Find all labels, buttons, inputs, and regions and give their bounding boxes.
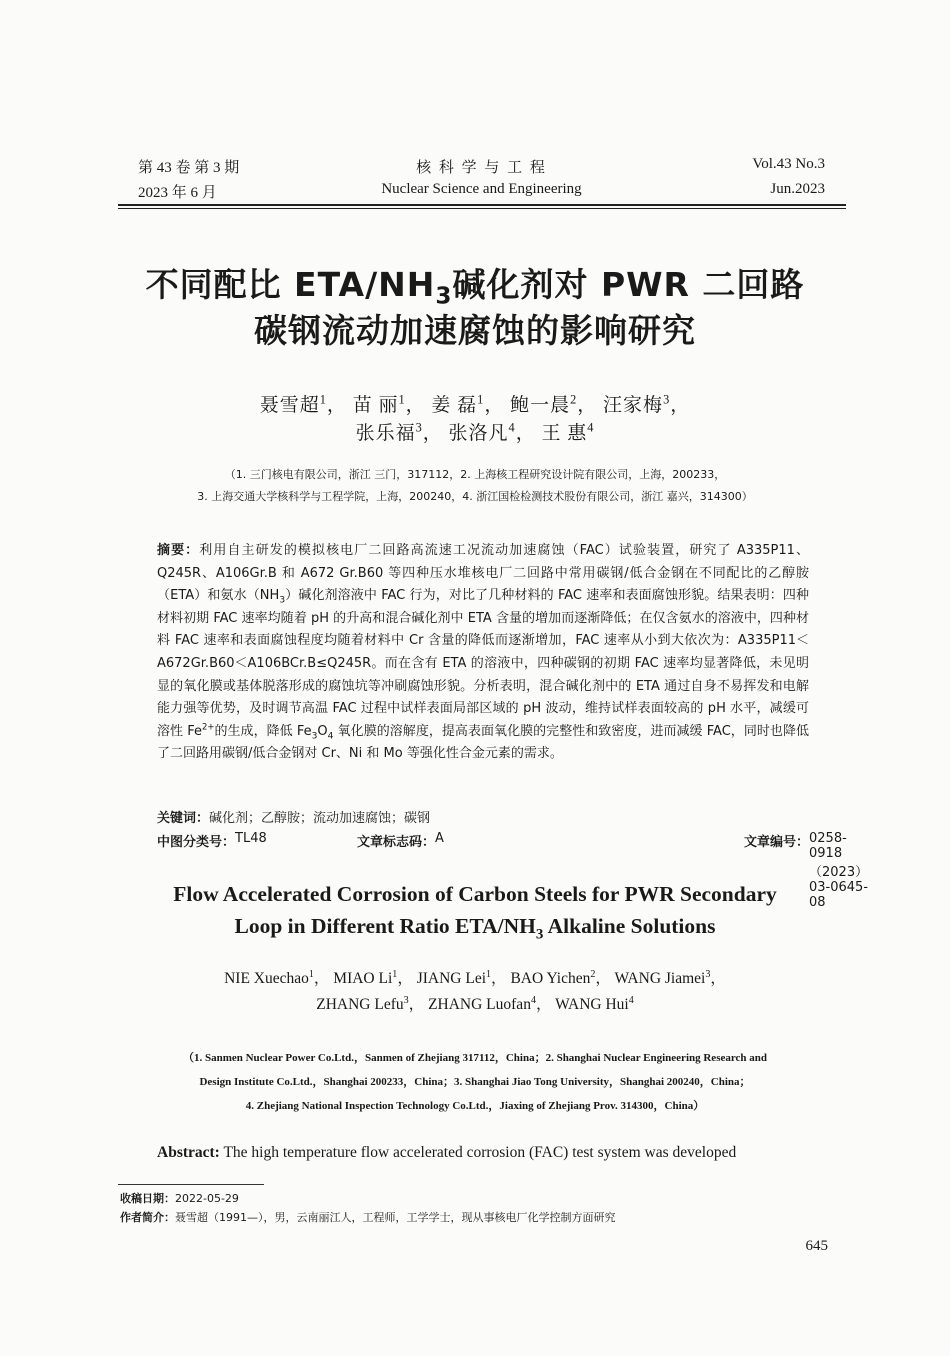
author-en: JIANG Lei$^1$ [416, 968, 492, 987]
header-volume-cn: 第 43 卷 第 3 期 [138, 160, 240, 176]
page-number: 645 [805, 1238, 828, 1254]
article-id: 文章编号： 0258-0918（2023）03-0645-08 [743, 831, 869, 910]
author-cn: 汪家梅$^3$ [603, 392, 671, 416]
affiliations-cn: （1. 三门核电有限公司，浙江 三门，317112，2. 上海核工程研究设计院有限公司，上海，200233， 3. 上海交通大学核科学与工程学院，上海，200240，4. 浙江国检检测技术股份有限公司，浙江 嘉兴，314300） [197, 468, 753, 503]
footnote-rule [118, 1184, 264, 1185]
author-en: MIAO Li$^1$ [333, 968, 398, 987]
header-rule-thick [118, 204, 846, 206]
author-en: WANG Hui$^4$ [555, 994, 634, 1013]
keywords-cn: 关键词：碱化剂；乙醇胺；流动加速腐蚀；碳钢 [157, 811, 431, 826]
author-cn: 张洛凡$^4$ [448, 420, 516, 444]
affiliations-en: （1. Sanmen Nuclear Power Co.Ltd.，Sanmen of Zhejiang 317112，China；2. Shanghai Nuclear Engineering Research and Design Institute Co.Ltd.，Shanghai 200233，China；3. Shanghai Jiao Tong University，Shanghai 200240，China； 4. Zhejiang National Inspection Technology Co.Ltd.，Jiaxing of Zhejiang Prov. 314300，China） [182, 1052, 768, 1112]
header-date-cn: 2023 年 6 月 [138, 185, 217, 201]
abstract-en-label: Abstract: [157, 1144, 220, 1161]
abstract-en: Abstract: The high temperature flow accelerated corrosion (FAC) test system was developed [157, 1144, 737, 1161]
header-rule-thin [118, 208, 846, 209]
header-volume-en: Vol.43 No.3 [752, 156, 825, 172]
authors-cn: 聂雪超$^1$， 苗 丽$^1$， 姜 磊$^1$， 鲍一晨$^2$， 汪家梅$^3$， 张乐福$^3$， 张洛凡$^4$， 王 惠$^4$ [259, 392, 691, 444]
header-journal-en: Nuclear Science and Engineering [381, 181, 582, 197]
author-en: ZHANG Luofan$^4$ [428, 994, 536, 1013]
header-date-en: Jun.2023 [770, 181, 825, 197]
footnote-author-bio: 作者简介：聂雪超（1991—），男，云南丽江人，工程师，工学学士，现从事核电厂化学控制方面研究 [120, 1211, 616, 1224]
title-en: Flow Accelerated Corrosion of Carbon Steels for PWR Secondary Loop in Different Ratio ETA/$NH_3$ Alkaline Solutions [173, 882, 777, 943]
author-cn: 聂雪超$^1$ [259, 392, 327, 416]
header-journal-cn: 核 科 学 与 工 程 [416, 160, 547, 176]
abstract-cn-label: 摘要： [157, 543, 200, 558]
abstract-cn: 摘要：利用自主研发的模拟核电厂二回路高流速工况流动加速腐蚀（FAC）试验装置，研究了 A335P11、Q245R、A106Gr.B 和 A672 Gr.B60 等四种压水堆核电厂二回路中常用碳钢/低合金钢在不同配比的乙醇胺（ETA）和氨水$(NH_3)$碱化剂溶液中 FAC 行为，对比了几种材料的 FAC 速率和表面腐蚀形貌。结果表明：四种材料初期 FAC 速率均随着 pH 的升高和混合碱化剂中 ETA 含量的增加而逐渐降低；在仅含氨水的溶液中，四种材料 FAC 速率和表面腐蚀程度均随着材料中 Cr 含量的降低而逐渐增加，FAC 速率从小到大依次为：A335P11＜A672Gr.B60＜A106BCr.B≤Q245R。而在含有 ETA 的溶液中，四种碳钢的初期 FAC 速率均显著降低，未见明显的氧化膜或基体脱落形成的腐蚀坑等冲刷腐蚀形貌。分析表明，混合碱化剂中的 ETA 通过自身不易挥发和电解能力强等优势，及时调节高温 FAC 过程中试样表面局部区域的 pH 波动，维持试样表面较高的 pH 水平，减缓可溶性 $Fe^{2+}$的生成，降低 $Fe_3O_4$ 氧化膜的溶解度，提高表面氧化膜的完整性和致密度，进而减缓 FAC，同时也降低了二回路用碳钢/低合金钢对 Cr、Ni 和 Mo 等强化性合金元素的需求。 [157, 543, 809, 762]
author-cn: 王 惠$^4$ [541, 420, 595, 444]
doc-code: 文章标志码： A [357, 831, 444, 850]
author-cn: 苗 丽$^1$ [352, 392, 406, 416]
author-en: ZHANG Lefu$^3$ [316, 994, 409, 1013]
author-en: NIE Xuechao$^1$ [224, 968, 314, 987]
author-cn: 鲍一晨$^2$ [510, 392, 578, 416]
author-en: WANG Jiamei$^3$ [614, 968, 711, 987]
author-en: BAO Yichen$^2$ [510, 968, 596, 987]
title-cn: 不同配比 ETA/$NH_3$碱化剂对 PWR 二回路 碳钢流动加速腐蚀的影响研究 [145, 265, 805, 350]
author-cn: 姜 磊$^1$ [431, 392, 485, 416]
authors-en: NIE Xuechao$^1$， MIAO Li$^1$， JIANG Lei$^1$， BAO Yichen$^2$， WANG Jiamei$^3$， ZHANG Lefu$^3$， ZHANG Luofan$^4$， WANG Hui$^4$ [224, 968, 726, 1013]
classification-meta [157, 831, 869, 910]
footnote-received: 收稿日期：2022-05-29 [120, 1192, 239, 1205]
clc-number: 中图分类号： TL48 [157, 831, 267, 850]
author-cn: 张乐福$^3$ [355, 420, 423, 444]
